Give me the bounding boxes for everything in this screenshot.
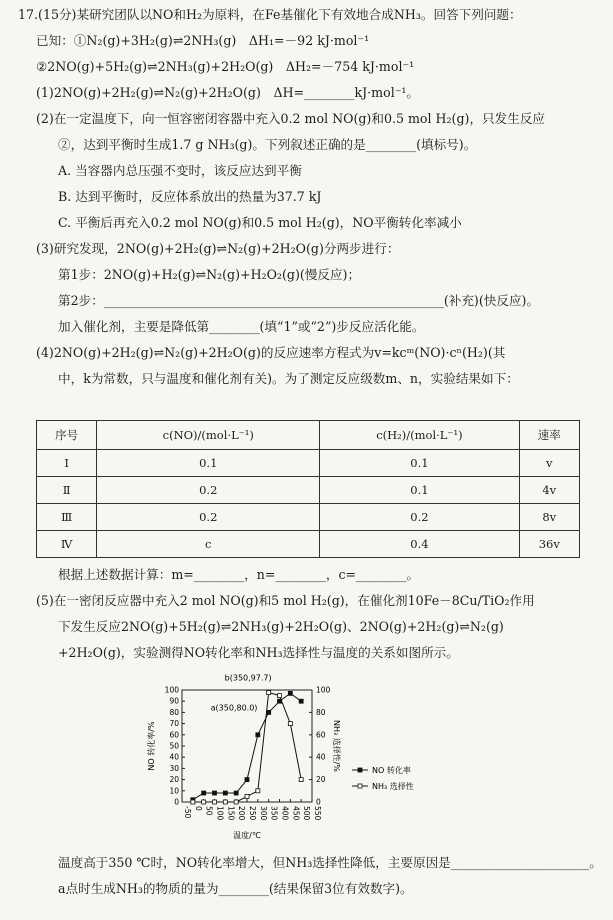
- x-tick-label: 100: [215, 806, 225, 821]
- data-point: [278, 694, 282, 698]
- given-reaction-2: ②2NO(g)+5H₂(g)⇌2NH₃(g)+2H₂O(g) ΔH₂=－754 kJ·mol⁻¹: [36, 59, 415, 74]
- y-tick-label: 20: [169, 775, 179, 785]
- x-tick-label: 400: [280, 806, 290, 821]
- data-point: [245, 778, 249, 782]
- part1-text: (1)2NO(g)+2H₂(g)⇌N₂(g)+2H₂O(g) ΔH=________kJ·mol⁻¹。: [36, 85, 420, 100]
- part5-question-reason: 温度高于350 ℃时，NO转化率增大，但NH₃选择性降低，主要原因是______________________。: [58, 855, 602, 870]
- part3-catalyst: 加入催化剂，主要是降低第________(填“1”或“2”)步反应活化能。: [58, 319, 425, 334]
- table-header-row: [37, 421, 580, 450]
- data-point: [256, 789, 260, 793]
- x-tick-label: 450: [291, 806, 301, 821]
- part4-line-1: (4)2NO(g)+2H₂(g)⇌N₂(g)+2H₂O(g)的反应速率方程式为v=kcᵐ(NO)·cⁿ(H₂)(其: [36, 345, 506, 360]
- part4-answer-line: 根据上述数据计算：m=________，n=________，c=________。: [58, 567, 420, 582]
- y-tick-label: 100: [164, 685, 179, 695]
- part2-line-2: ②，达到平衡时生成1.7 g NH₃(g)。下列叙述正确的是________(填标号)。: [58, 137, 477, 152]
- data-point: [234, 791, 238, 795]
- x-tick-label: 0: [193, 806, 203, 811]
- x-tick-label: -50: [183, 806, 192, 819]
- y2-tick-label: 20: [316, 775, 326, 785]
- table-cell: 0.2: [320, 504, 519, 531]
- y-tick-label: 80: [169, 707, 179, 717]
- table-cell: Ⅲ: [37, 504, 97, 531]
- given-reaction-1: 已知：①N₂(g)+3H₂(g)⇌2NH₃(g) ΔH₁=－92 kJ·mol⁻¹: [36, 33, 370, 48]
- y-tick-label: 60: [169, 730, 179, 740]
- table-cell: Ⅰ: [37, 450, 97, 477]
- table-header: 速率: [519, 421, 579, 450]
- table-header: 序号: [37, 421, 97, 450]
- table-cell: Ⅱ: [37, 477, 97, 504]
- table-cell: 4v: [519, 477, 579, 504]
- x-tick-label: 200: [237, 806, 247, 821]
- part5-line-3: +2H₂O(g)，实验测得NO转化率和NH₃选择性与温度的关系如图所示。: [58, 645, 459, 660]
- y2-axis-label: NH₃ 选择性/%: [332, 719, 341, 773]
- data-point: [234, 800, 238, 804]
- data-point: [202, 791, 206, 795]
- legend-marker: [358, 768, 362, 772]
- y2-tick-label: 0: [316, 797, 321, 807]
- x-axis-label: 温度/℃: [233, 831, 261, 840]
- point-annotation: a(350,80.0): [210, 703, 258, 713]
- y-tick-label: 70: [169, 719, 179, 729]
- point-annotation: b(350,97.7): [224, 673, 272, 683]
- data-point: [267, 691, 271, 695]
- rate-data-table: [36, 420, 580, 558]
- data-point: [213, 800, 217, 804]
- legend-label: NH₃ 选择性: [372, 782, 414, 791]
- part3-step-1: 第1步：2NO(g)+H₂(g)⇌N₂(g)+H₂O₂(g)(慢反应)；: [58, 267, 361, 282]
- data-point: [256, 733, 260, 737]
- data-point: [245, 794, 249, 798]
- x-tick-label: 500: [302, 806, 312, 821]
- table-row: [37, 504, 580, 531]
- part2-option-c: C. 平衡后再充入0.2 mol NO(g)和0.5 mol H₂(g)，NO平衡转化率减小: [58, 215, 462, 230]
- table-cell: 36v: [519, 531, 579, 558]
- part3-line-1: (3)研究发现，2NO(g)+2H₂(g)⇌N₂(g)+2H₂O(g)分两步进行：: [36, 241, 400, 256]
- y-tick-label: 50: [169, 741, 179, 751]
- y2-tick-label: 60: [316, 730, 326, 740]
- x-tick-label: 50: [204, 806, 214, 816]
- table-cell: 0.1: [320, 477, 519, 504]
- y-tick-label: 90: [169, 696, 179, 706]
- part2-option-a: A. 当容器内总压强不变时，该反应达到平衡: [58, 163, 302, 178]
- part4-line-2: 中，k为常数，只与温度和催化剂有关)。为了测定反应级数m、n，实验结果如下：: [58, 371, 519, 386]
- y-axis-label: NO 转化率/%: [147, 721, 156, 771]
- table-cell: v: [519, 450, 579, 477]
- data-point: [202, 800, 206, 804]
- data-point: [223, 791, 227, 795]
- part5-question-amount: a点时生成NH₃的物质的量为________(结果保留3位有效数字)。: [58, 881, 413, 896]
- table-cell: 0.1: [97, 450, 320, 477]
- data-point: [288, 722, 292, 726]
- y-tick-label: 0: [174, 797, 179, 807]
- x-tick-label: 350: [269, 806, 279, 821]
- part2-line-1: (2)在一定温度下，向一恒容密闭容器中充入0.2 mol NO(g)和0.5 mol H₂(g)，只发生反应: [36, 111, 546, 126]
- part5-line-2: 下发生反应2NO(g)+5H₂(g)⇌2NH₃(g)+2H₂O(g)、2NO(g)+2H₂(g)⇌N₂(g): [58, 619, 504, 634]
- temperature-chart: [140, 670, 610, 850]
- y2-tick-label: 100: [316, 685, 331, 695]
- table-cell: 0.4: [320, 531, 519, 558]
- table-cell: 8v: [519, 504, 579, 531]
- y-tick-label: 10: [169, 786, 179, 796]
- data-point: [267, 710, 271, 714]
- legend-marker: [358, 784, 362, 788]
- x-tick-label: 300: [258, 806, 268, 821]
- data-point: [299, 778, 303, 782]
- legend-label: NO 转化率: [372, 766, 411, 775]
- y2-tick-label: 80: [316, 707, 326, 717]
- table-cell: 0.2: [97, 477, 320, 504]
- table-row: [37, 531, 580, 558]
- table-cell: c: [97, 531, 320, 558]
- y-tick-label: 30: [169, 763, 179, 773]
- part5-line-1: (5)在一密闭反应器中充入2 mol NO(g)和5 mol H₂(g)，在催化剂10Fe－8Cu/TiO₂作用: [36, 593, 535, 608]
- y2-tick-label: 40: [316, 752, 326, 762]
- data-point: [223, 800, 227, 804]
- x-tick-label: 550: [313, 806, 322, 821]
- data-point: [299, 699, 303, 703]
- part2-option-b: B. 达到平衡时，反应体系放出的热量为37.7 kJ: [58, 189, 322, 204]
- data-point: [288, 691, 292, 695]
- table-cell: Ⅳ: [37, 531, 97, 558]
- x-tick-label: 150: [226, 806, 236, 821]
- table-cell: 0.2: [97, 504, 320, 531]
- table-header: c(H₂)/(mol·L⁻¹): [320, 421, 519, 450]
- table-cell: 0.1: [320, 450, 519, 477]
- y-tick-label: 40: [169, 752, 179, 762]
- part3-step-2: 第2步：______________________________________________________(补充)(快反应)。: [58, 293, 540, 308]
- data-point: [191, 800, 195, 804]
- table-header: c(NO)/(mol·L⁻¹): [97, 421, 320, 450]
- x-tick-label: 250: [248, 806, 257, 821]
- table-row: [37, 450, 580, 477]
- table-row: [37, 477, 580, 504]
- question-header: 17.(15分)某研究团队以NO和H₂为原料，在Fe基催化下有效地合成NH₃。回答下列问题：: [18, 7, 522, 22]
- data-point: [213, 791, 217, 795]
